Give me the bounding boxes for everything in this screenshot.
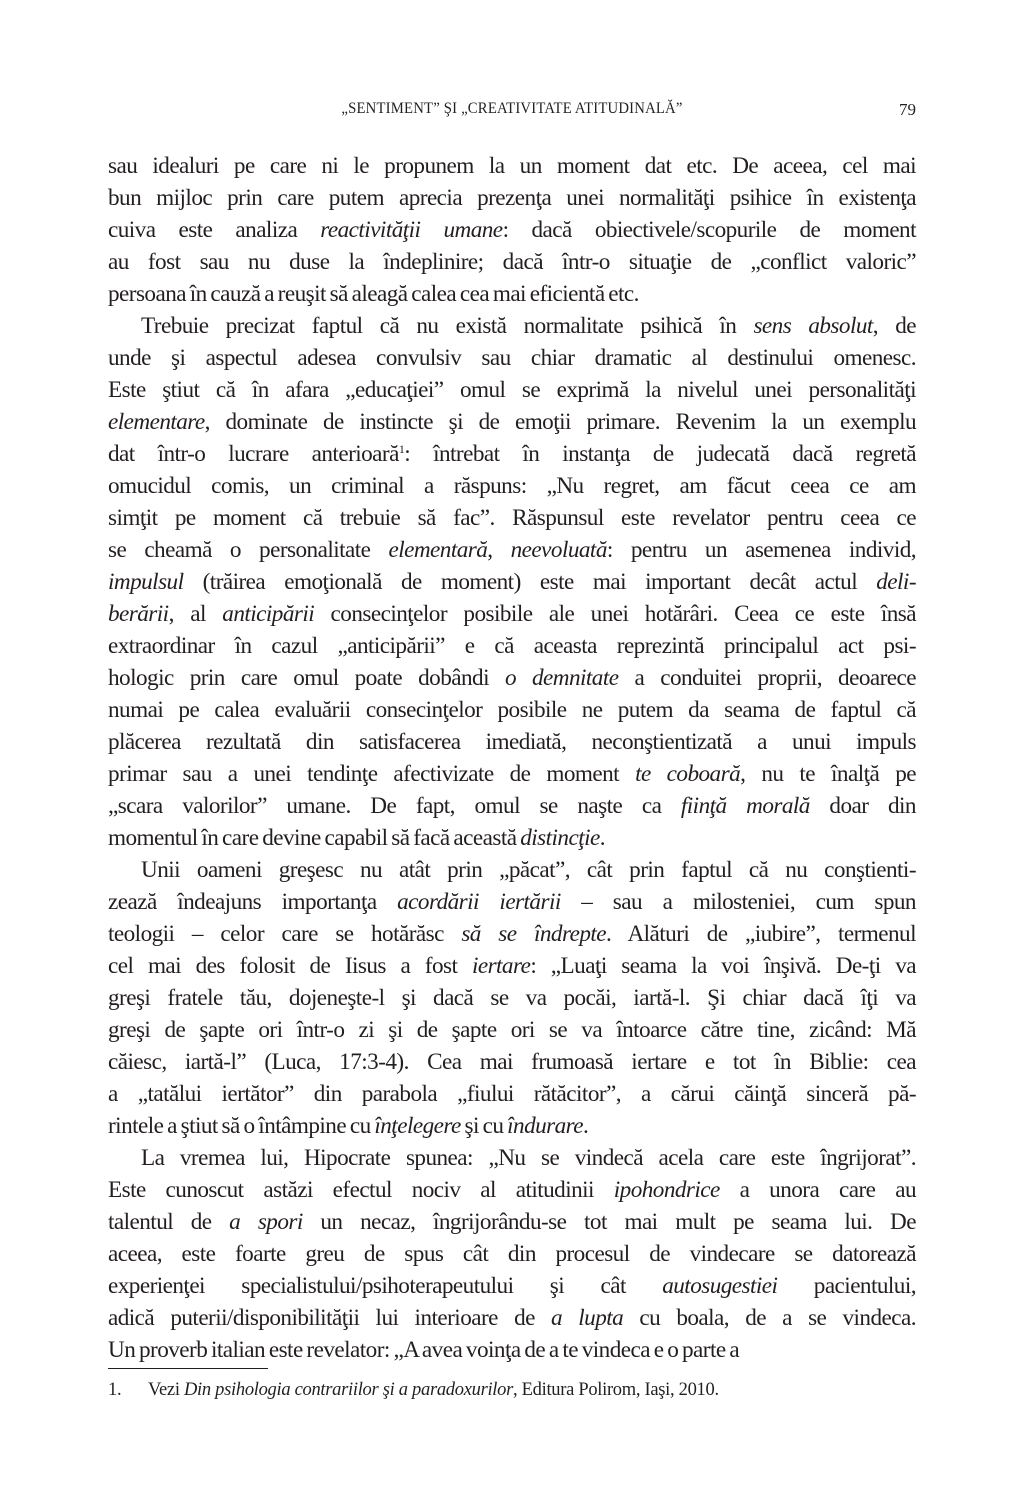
emphasis-text: ipohondrice [613,1177,720,1203]
text-run: primar sau a unei tendinţe afectivizate de moment [108,761,636,787]
text-run: doar din [809,793,916,819]
paragraph [108,310,916,854]
text-line [108,822,916,854]
text-run: omucidul comis, un criminal a răspuns: „Nu regret, am făcut ceea ce am [108,473,916,499]
text-line [108,662,916,694]
text-line [108,182,916,214]
text-run: se cheamă o personalitate [108,537,389,563]
text-run: rintele a ştiut să o întâmpine cu [108,1113,375,1139]
text-run: greşi de şapte ori într-o zi şi de şapte ori se va întoarce către tine, zicând: Mă [108,1017,916,1043]
emphasis-text: înţelegere [374,1113,461,1139]
text-line [108,630,916,662]
text-run: Trebuie precizat faptul că nu există normalitate psihică în [141,313,754,339]
emphasis-text: te coboară [635,761,741,787]
text-run: Este ştiut că în afara „educaţiei” omul se exprimă la nivelul unei personalităţi [108,377,916,403]
text-line [108,278,916,310]
text-run: teologii – celor care se hotărăsc [108,921,462,947]
text-run: căiesc, iartă-l” (Luca, 17:3-4). Cea mai frumoasă iertare e tot în Biblie: cea [108,1049,916,1075]
emphasis-text: o demnitate [504,665,619,691]
text-run: La vremea lui, Hipocrate spunea: „Nu se vindecă acela care este îngrijorat”. [141,1145,916,1171]
text-run: Este cunoscut astăzi efectul nociv al atitudinii [108,1177,614,1203]
emphasis-text: reactivităţii umane [320,217,503,243]
text-run: : pentru un asemenea individ, [606,537,916,563]
text-run: un necaz, îngrijorându-se tot mai mult pe seama lui. De [302,1209,916,1235]
body-text [108,150,916,1366]
text-line [108,758,916,790]
emphasis-text: iertare [471,953,531,979]
paragraph [108,854,916,1142]
text-run: aceea, este foarte greu de spus cât din procesul de vindecare se datorează [108,1241,916,1267]
text-run: greşi fratele tău, dojeneşte-l şi dacă se va pocăi, iartă-l. Şi chiar dacă îţi va [108,985,916,1011]
text-run: sau idealuri pe care ni le propunem la un moment dat etc. De aceea, cel mai [108,153,916,179]
text-line [108,310,916,342]
text-run: Un proverb italian este revelator: „A avea voinţa de a te vindeca e o parte a [108,1337,740,1363]
paragraph [108,150,916,310]
text-run: . Alături de „iubire”, termenul [606,921,916,947]
text-run: şi cu [460,1113,508,1139]
text-line [108,1270,916,1302]
text-line [108,246,916,278]
text-run: (trăirea emoţională de moment) este mai important decât actul [183,569,877,595]
text-line [108,1046,916,1078]
text-line [108,1142,916,1174]
emphasis-text: să se îndrepte [461,921,607,947]
text-run: : „Luaţi seama la voi înşivă. De-ţi va [530,953,916,979]
text-line [108,1238,916,1270]
text-run: . [599,825,605,851]
footnote-separator [108,1368,268,1369]
text-run: , nu te înalţă pe [740,761,916,787]
emphasis-text: impulsul [108,569,184,595]
text-line [108,726,916,758]
text-line [108,1334,916,1366]
text-line [108,790,916,822]
footnote-publisher: , Editura Polirom, Iaşi, 2010. [513,1380,719,1400]
text-run: pacientului, [777,1273,916,1299]
text-run: numai pe calea evaluării consecinţelor posibile ne putem da seama de faptul că [108,697,916,723]
emphasis-text: deli- [876,569,916,595]
text-run: hologic prin care omul poate dobândi [108,665,505,691]
text-run: cu boala, de a se vindeca. [623,1305,916,1331]
page-header [108,98,916,122]
footnote [108,1377,916,1403]
text-run: au fost sau nu duse la îndeplinire; dacă într-o situaţie de „conflict valoric” [108,249,916,275]
emphasis-text: a spori [229,1209,303,1235]
text-run: a conduitei proprii, deoarece [618,665,917,691]
text-run: talentul de [108,1209,230,1235]
text-run: cuiva este analiza [108,217,321,243]
text-run: – sau a milosteniei, cum spun [560,889,916,915]
text-run: , [487,537,511,563]
text-line [108,918,916,950]
footnote-book-title: Din psihologia contrariilor şi a paradoxurilor [184,1380,513,1400]
text-line [108,502,916,534]
text-line [108,566,916,598]
emphasis-text: acordării iertării [397,889,561,915]
footnote-number: 1. [108,1380,122,1400]
emphasis-text: anticipării [222,601,315,627]
text-run: , de [872,313,916,339]
text-run: simţit pe moment că trebuie să fac”. Răspunsul este revelator pentru ceea ce [108,505,916,531]
text-run: : dacă obiectivele/scopurile de moment [502,217,916,243]
text-run: , al [168,601,223,627]
emphasis-text: a lupta [551,1305,624,1331]
text-run: extraordinar în cazul „anticipării” e că aceasta reprezintă principalul act psi- [108,633,916,659]
emphasis-text: neevoluată [510,537,607,563]
text-line [108,982,916,1014]
text-run: dat într-o lucrare anterioară [108,441,399,467]
emphasis-text: elementare [108,409,205,435]
text-line [108,1174,916,1206]
footnote-reference: 1 [398,442,405,456]
text-line [108,150,916,182]
text-line [108,598,916,630]
text-line [108,534,916,566]
text-run: persoana în cauză a reuşit să aleagă calea cea mai eficientă etc. [108,281,639,307]
text-line [108,854,916,886]
text-line [108,950,916,982]
text-line [108,1206,916,1238]
text-run: cel mai des folosit de Iisus a fost [108,953,472,979]
text-line [108,886,916,918]
text-run: bun mijloc prin care putem aprecia prezenţa unei normalităţi psihice în existenţa [108,185,916,211]
text-line [108,342,916,374]
text-line [108,406,916,438]
text-run: experienţei specialistului/psihoterapeutului şi cât [108,1273,663,1299]
text-line [108,470,916,502]
text-line [108,438,916,470]
text-line [108,374,916,406]
text-run: „scara valorilor” umane. De fapt, omul se naşte ca [108,793,681,819]
running-title: „SENTIMENT” ŞI „CREATIVITATE ATITUDINALĂ” [341,100,683,117]
emphasis-text: autosugestiei [662,1273,778,1299]
text-run: consecinţelor posibile ale unei hotărâri. Ceea ce este însă [314,601,917,627]
text-run: plăcerea rezultată din satisfacerea imediată, neconştientizată a unui impuls [108,729,916,755]
page-number: 79 [899,100,916,119]
emphasis-text: berării [108,601,169,627]
text-line [108,1078,916,1110]
text-line [108,694,916,726]
emphasis-text: îndurare [507,1113,584,1139]
text-run: : întrebat în instanţa de judecată dacă regretă [404,441,916,467]
text-line [108,1302,916,1334]
text-run: , dominate de instincte şi de emoţii primare. Revenim la un exemplu [204,409,916,435]
emphasis-text: sens absolut [753,313,873,339]
text-line [108,1110,916,1142]
footnote-prefix: Vezi [148,1380,184,1400]
emphasis-text: elementară [388,537,488,563]
text-line [108,1014,916,1046]
text-run: momentul în care devine capabil să facă această [108,825,521,851]
paragraph [108,1142,916,1366]
text-run: zează îndeajuns importanţa [108,889,398,915]
text-run: . [583,1113,589,1139]
text-run: a unora care au [719,1177,916,1203]
text-line [108,214,916,246]
emphasis-text: distincţie [520,825,600,851]
text-run: a „tatălui iertător” din parabola „fiului rătăcitor”, a cărui căinţă sinceră pă- [108,1081,916,1107]
text-run: unde şi aspectul adesea convulsiv sau chiar dramatic al destinului omenesc. [108,345,916,371]
emphasis-text: fiinţă morală [680,793,810,819]
text-run: adică puterii/disponibilităţii lui interioare de [108,1305,552,1331]
text-run: Unii oameni greşesc nu atât prin „păcat”, cât prin faptul că nu conştienti- [141,857,916,883]
